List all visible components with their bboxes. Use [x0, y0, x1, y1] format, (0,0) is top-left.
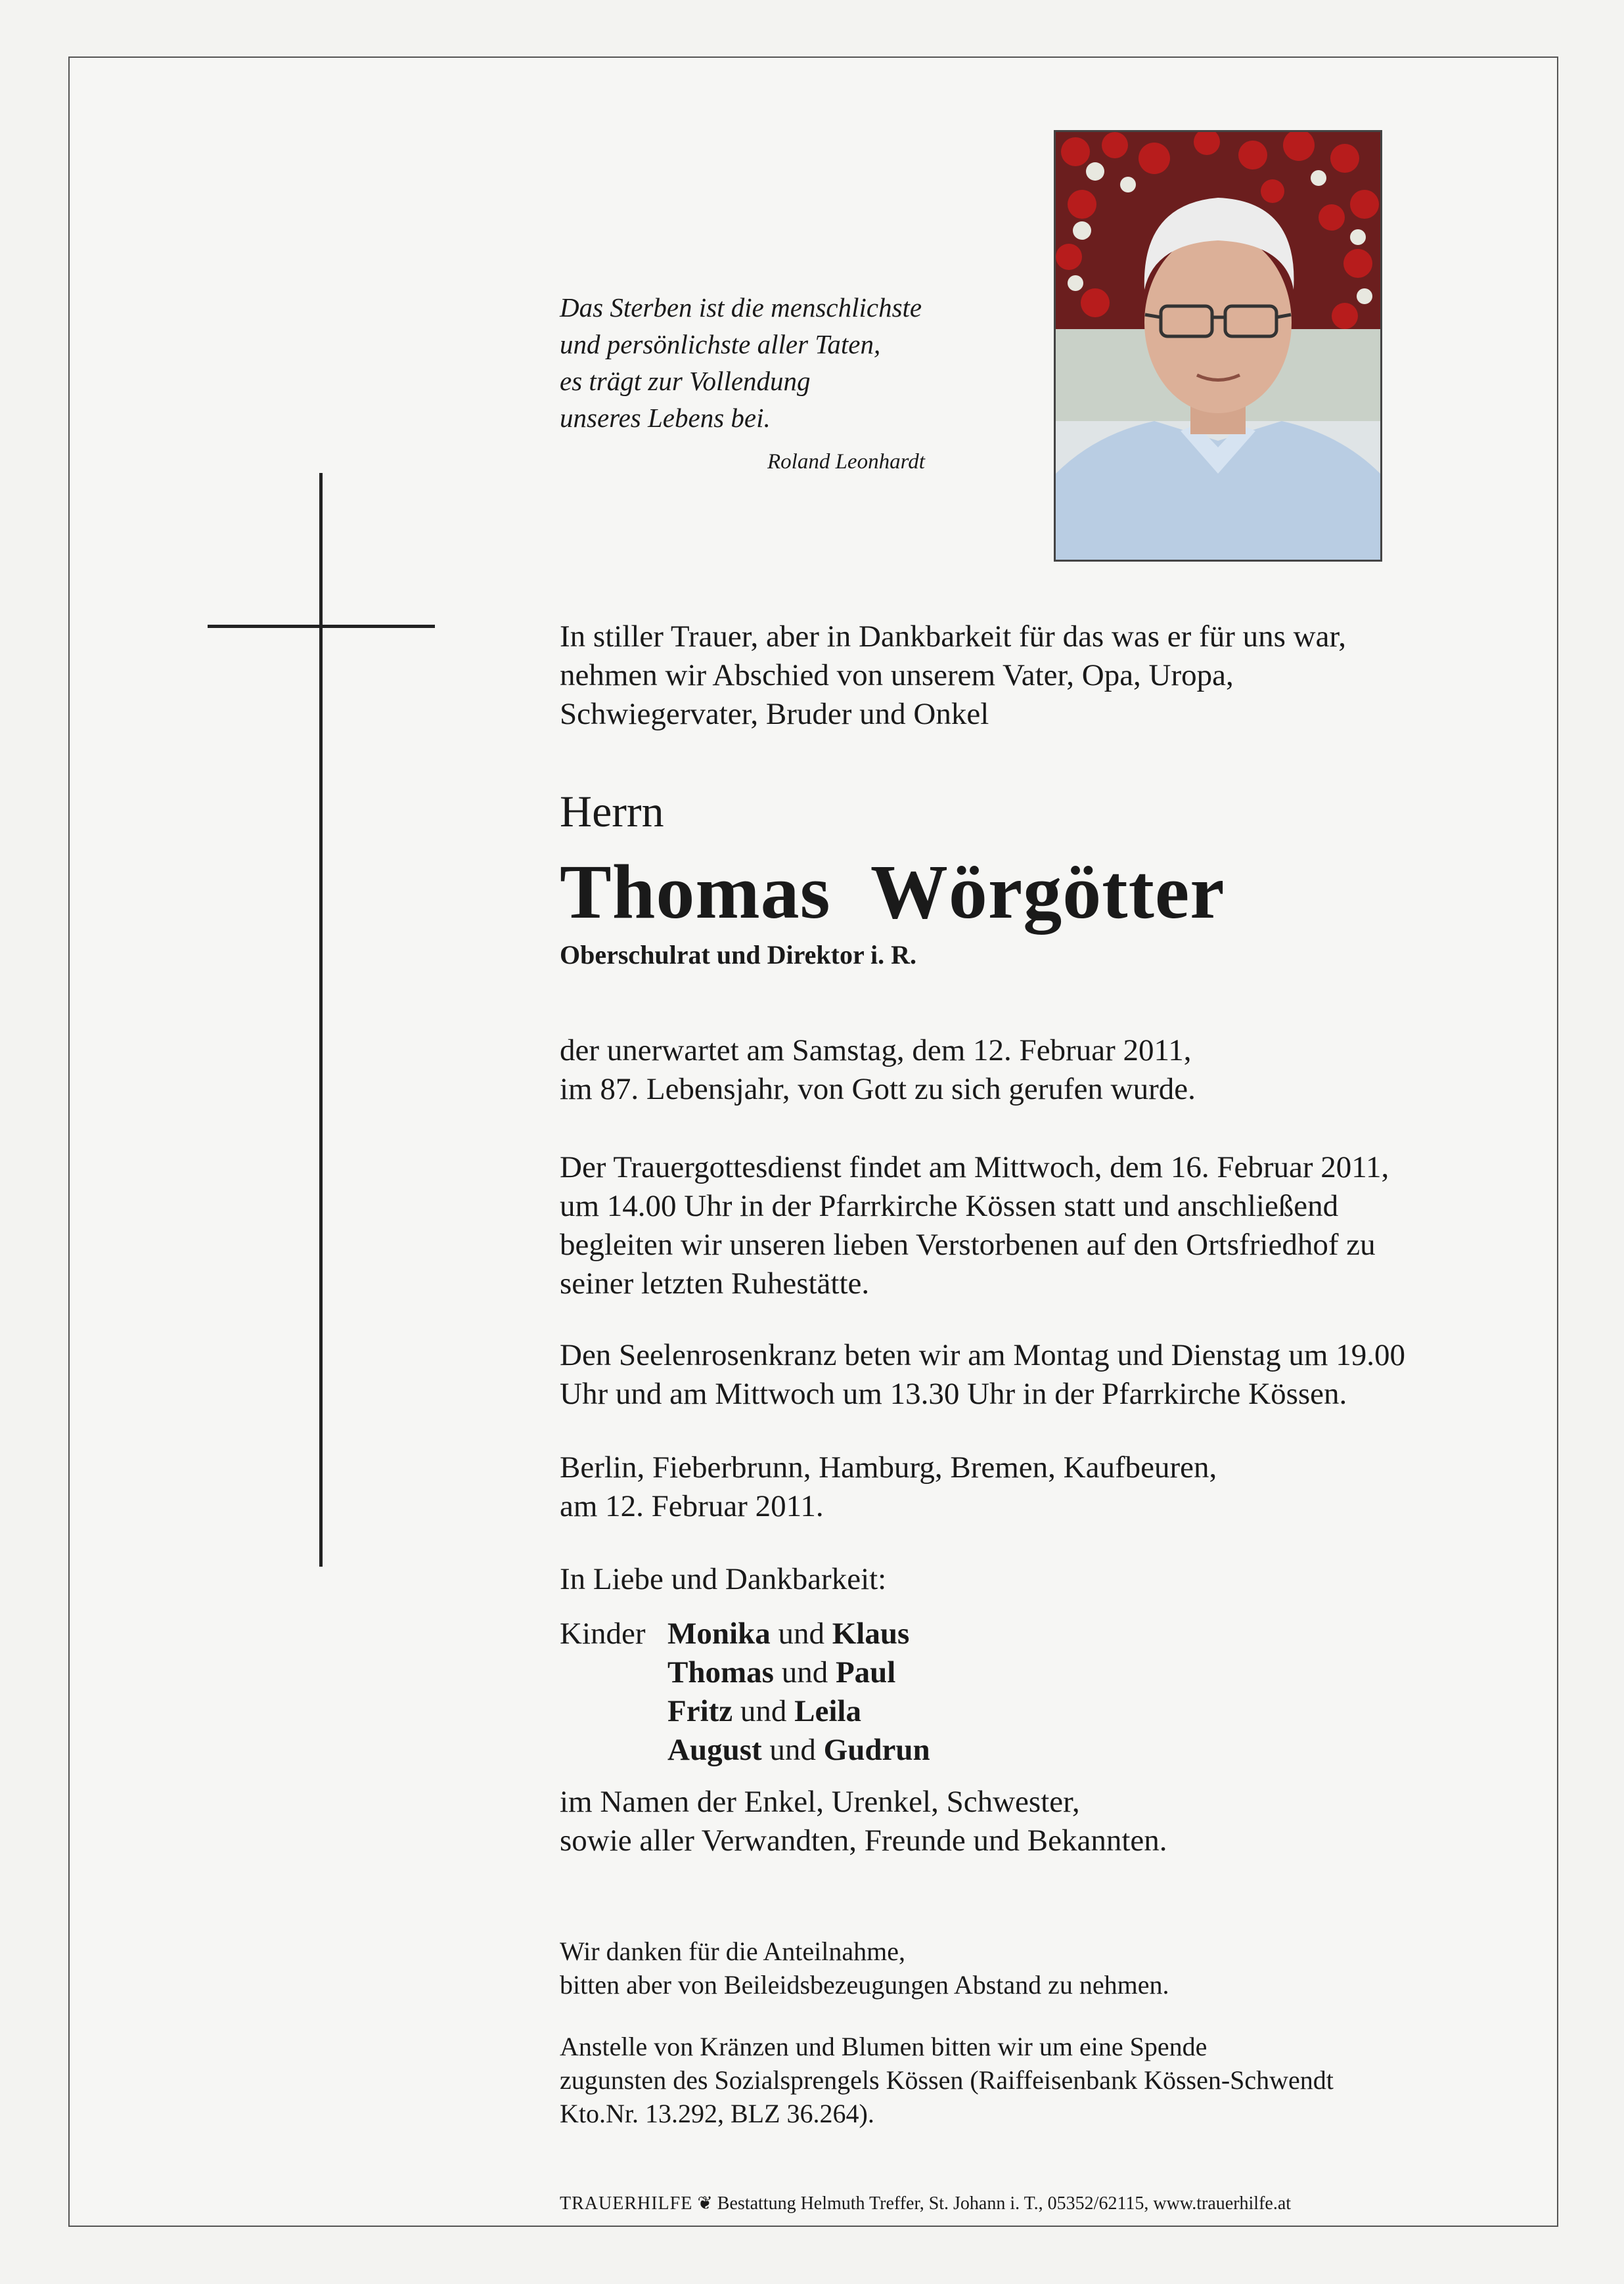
children-row: [560, 1692, 930, 1731]
child-name: Klaus: [832, 1617, 910, 1651]
footer-brand: TRAUERHILFE: [560, 2193, 693, 2214]
children-list: [560, 1615, 930, 1770]
love-line: In Liebe und Dankbarkeit:: [560, 1562, 887, 1596]
quote-line: es trägt zur Vollendung: [560, 366, 811, 396]
child-name: Thomas: [667, 1655, 774, 1690]
intro-paragraph: [560, 617, 1346, 734]
intro-line: In stiller Trauer, aber in Dankbarkeit für das was er für uns war,: [560, 619, 1346, 654]
cross-vertical-bar: [319, 473, 323, 1567]
death-line: der unerwartet am Samstag, dem 12. Februar 2011,: [560, 1033, 1192, 1067]
thanks-line: bitten aber von Beileidsbezeugungen Abstand zu nehmen.: [560, 1970, 1169, 2000]
child-name: Monika: [667, 1617, 771, 1651]
thanks-line: Wir danken für die Anteilnahme,: [560, 1937, 905, 1966]
quote-line: und persönlichste aller Taten,: [560, 329, 881, 359]
children-connector: und: [781, 1655, 828, 1690]
donation-line: Kto.Nr. 13.292, BLZ 36.264).: [560, 2099, 874, 2128]
donation-paragraph: [560, 2030, 1334, 2130]
family-line: sowie aller Verwandten, Freunde und Bekannten.: [560, 1824, 1167, 1858]
place-date-line: Berlin, Fieberbrunn, Hamburg, Bremen, Kaufbeuren,: [560, 1450, 1217, 1485]
child-name: Leila: [794, 1694, 861, 1728]
intro-line: nehmen wir Abschied von unserem Vater, Opa, Uropa,: [560, 658, 1234, 692]
thanks-paragraph: [560, 1935, 1169, 2002]
quote-author: Roland Leonhardt: [767, 450, 925, 474]
footer-text: Bestattung Helmuth Treffer, St. Johann i. T., 05352/62115, www.trauerhilfe.at: [717, 2193, 1292, 2214]
deceased-name: Thomas Wörgötter: [560, 849, 1225, 935]
donation-line: Anstelle von Kränzen und Blumen bitten wir um eine Spende: [560, 2032, 1207, 2061]
service-line: begleiten wir unseren lieben Verstorbenen auf den Ortsfriedhof zu: [560, 1228, 1376, 1262]
children-connector: und: [740, 1694, 787, 1728]
death-paragraph: [560, 1031, 1196, 1109]
portrait-photo: [1054, 130, 1382, 562]
death-line: im 87. Lebensjahr, von Gott zu sich gerufen wurde.: [560, 1072, 1196, 1106]
children-connector: und: [778, 1617, 824, 1651]
service-paragraph: [560, 1148, 1389, 1303]
child-name: Fritz: [667, 1694, 733, 1728]
service-line: um 14.00 Uhr in der Pfarrkirche Kössen statt und anschließend: [560, 1189, 1339, 1223]
deceased-title: Oberschulrat und Direktor i. R.: [560, 940, 916, 970]
quote-line: Das Sterben ist die menschlichste: [560, 292, 922, 323]
family-line: im Namen der Enkel, Urenkel, Schwester,: [560, 1785, 1080, 1819]
rosary-paragraph: [560, 1336, 1405, 1414]
portrait-illustration: [1056, 132, 1380, 560]
child-name: Gudrun: [823, 1733, 930, 1767]
children-connector: und: [769, 1733, 816, 1767]
children-row: [560, 1615, 930, 1653]
salutation: Herrn: [560, 786, 664, 836]
service-line: seiner letzten Ruhestätte.: [560, 1266, 870, 1301]
family-paragraph: [560, 1783, 1167, 1860]
intro-line: Schwiegervater, Bruder und Onkel: [560, 697, 989, 731]
children-label: Kinder: [560, 1617, 646, 1651]
quote-line: unseres Lebens bei.: [560, 403, 771, 433]
service-line: Der Trauergottesdienst findet am Mittwoch, dem 16. Februar 2011,: [560, 1150, 1389, 1184]
feather-icon: ❦: [697, 2193, 713, 2214]
child-name: August: [667, 1733, 762, 1767]
children-row: [560, 1653, 930, 1692]
rosary-line: Den Seelenrosenkranz beten wir am Montag und Dienstag um 19.00: [560, 1338, 1405, 1372]
quote: [560, 289, 922, 436]
cross-horizontal-bar: [208, 625, 435, 628]
footer: [560, 2192, 1291, 2214]
place-date-line: am 12. Februar 2011.: [560, 1489, 824, 1523]
children-row: [560, 1731, 930, 1770]
place-date-paragraph: [560, 1448, 1217, 1526]
rosary-line: Uhr und am Mittwoch um 13.30 Uhr in der Pfarrkirche Kössen.: [560, 1377, 1347, 1411]
child-name: Paul: [835, 1655, 896, 1690]
donation-line: zugunsten des Sozialsprengels Kössen (Raiffeisenbank Kössen-Schwendt: [560, 2065, 1334, 2095]
